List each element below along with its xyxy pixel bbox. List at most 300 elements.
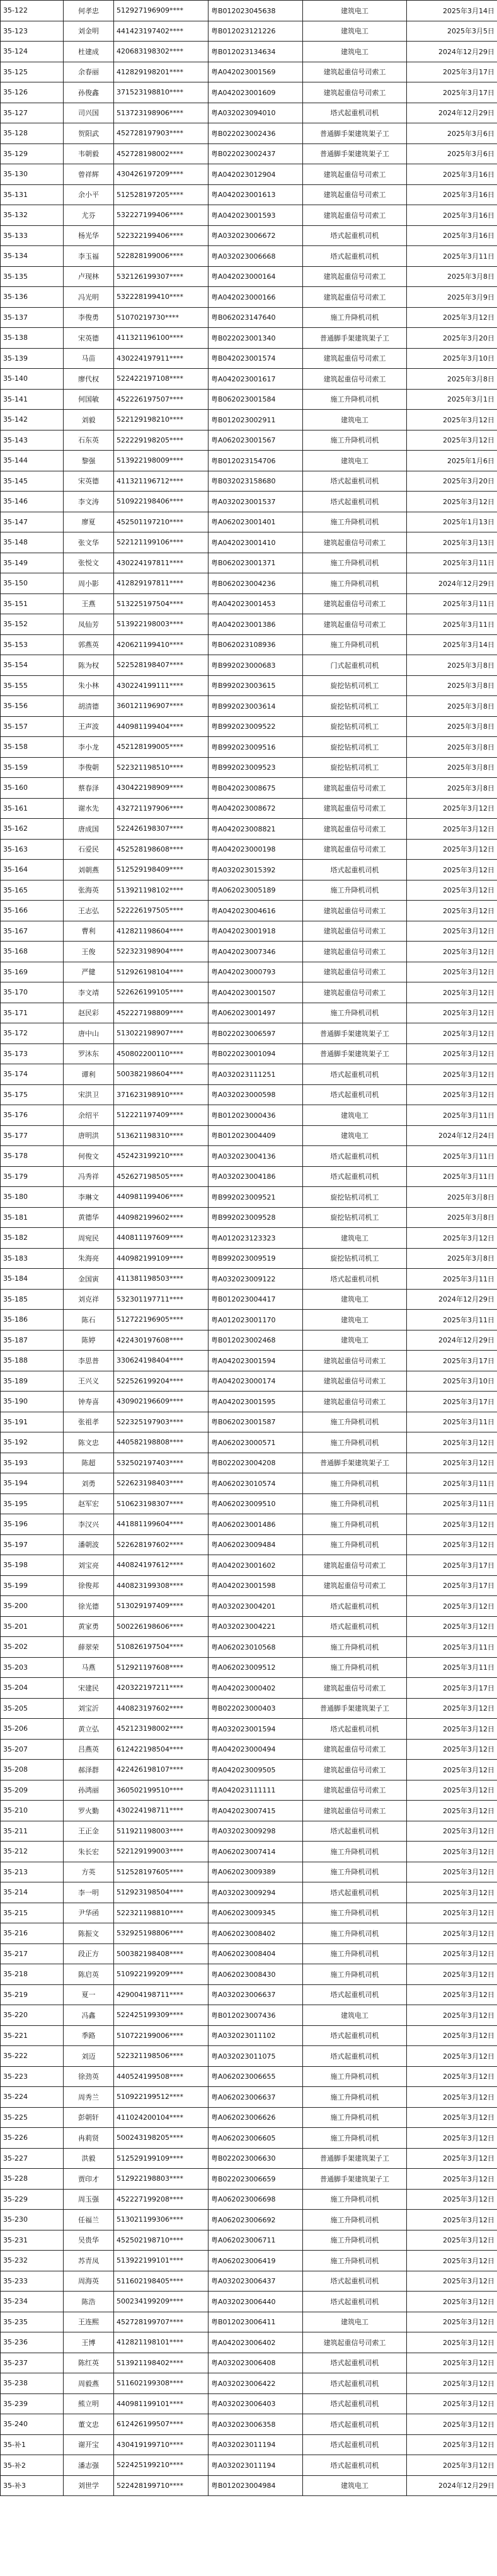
cell-id: 412829198201**** <box>114 62 209 82</box>
cell-type: 建筑起重信号司索工 <box>303 1392 407 1412</box>
cell-id: 522321198506**** <box>114 2046 209 2067</box>
cell-id: 512528197205**** <box>114 184 209 205</box>
table-row <box>1 1821 497 1842</box>
cell-type: 塔式起重机司机 <box>303 225 407 246</box>
cell-name: 宋建民 <box>64 1678 114 1699</box>
cell-id: 512221197409**** <box>114 1105 209 1126</box>
cell-id: 513922199101**** <box>114 2251 209 2271</box>
cell-date: 2025年3月8日 <box>407 737 497 758</box>
cell-type: 旋挖钻机司机工 <box>303 716 407 737</box>
cell-id: 441423197402**** <box>114 21 209 42</box>
table-row <box>1 1166 497 1187</box>
cell-date: 2025年3月17日 <box>407 62 497 82</box>
cell-type: 施工升降机司机 <box>303 1432 407 1453</box>
cell-seq: 35-148 <box>1 532 64 553</box>
cell-date: 2025年3月12日 <box>407 1984 497 2005</box>
cell-cert: 粤B012023004417 <box>209 1289 303 1310</box>
cell-seq: 35-195 <box>1 1493 64 1514</box>
cell-type: 建筑起重信号司索工 <box>303 2332 407 2353</box>
cell-id: 422430197608**** <box>114 1330 209 1351</box>
cell-seq: 35-155 <box>1 675 64 696</box>
cell-seq: 35-132 <box>1 205 64 226</box>
cell-seq: 35-229 <box>1 2189 64 2210</box>
cell-type: 普通脚手架建筑架子工 <box>303 2169 407 2190</box>
cell-name: 马苗 <box>64 348 114 369</box>
cell-cert: 粤B012023007436 <box>209 2005 303 2026</box>
cell-seq: 35-214 <box>1 1882 64 1903</box>
cell-name: 苏青凤 <box>64 2251 114 2271</box>
table-row <box>1 1289 497 1310</box>
cell-id: 522425199309**** <box>114 2005 209 2026</box>
cell-seq: 35-219 <box>1 1984 64 2005</box>
cell-type: 建筑起重信号司索工 <box>303 778 407 799</box>
cell-seq: 35-141 <box>1 389 64 410</box>
cell-id: 500234199209**** <box>114 2292 209 2312</box>
cell-date: 2025年3月12日 <box>407 860 497 880</box>
cell-name: 宋洪卫 <box>64 1084 114 1105</box>
cell-name: 陈婷 <box>64 1330 114 1351</box>
cell-seq: 35-124 <box>1 42 64 62</box>
cell-seq: 35-180 <box>1 1187 64 1208</box>
table-row <box>1 1596 497 1617</box>
cell-type: 普通脚手架建筑架子工 <box>303 1043 407 1064</box>
cell-date: 2024年12月29日 <box>407 103 497 123</box>
cell-type: 塔式起重机司机 <box>303 1882 407 1903</box>
cell-cert: 粤B022023006597 <box>209 1023 303 1044</box>
cell-seq: 35-235 <box>1 2312 64 2332</box>
cell-type: 塔式起重机司机 <box>303 492 407 512</box>
cell-seq: 35-199 <box>1 1575 64 1596</box>
cell-id: 500382198408**** <box>114 1943 209 1964</box>
table-row <box>1 798 497 819</box>
cell-date: 2025年3月11日 <box>407 1473 497 1494</box>
cell-date: 2025年3月8日 <box>407 1207 497 1228</box>
cell-date: 2025年3月12日 <box>407 2148 497 2169</box>
cell-name: 石东英 <box>64 430 114 451</box>
table-row <box>1 2373 497 2394</box>
cell-date: 2025年3月8日 <box>407 266 497 287</box>
cell-seq: 35-223 <box>1 2066 64 2087</box>
cell-seq: 35-192 <box>1 1432 64 1453</box>
cell-name: 陈启英 <box>64 1964 114 1985</box>
cell-date: 2025年3月12日 <box>407 2332 497 2353</box>
cell-id: 411321196100**** <box>114 328 209 349</box>
cell-id: 440524199508**** <box>114 2066 209 2087</box>
cell-date: 2025年3月10日 <box>407 348 497 369</box>
cell-name: 蔡春泽 <box>64 778 114 799</box>
cell-cert: 粤B022023006659 <box>209 2169 303 2190</box>
cell-id: 511602199308**** <box>114 2373 209 2394</box>
cell-type: 建筑电工 <box>303 1 407 21</box>
cell-id: 513022198907**** <box>114 1023 209 1044</box>
cell-name: 金国寅 <box>64 1269 114 1290</box>
cell-id: 522426198307**** <box>114 819 209 840</box>
cell-name: 刘克祥 <box>64 1289 114 1310</box>
cell-type: 普通脚手架建筑架子工 <box>303 1453 407 1473</box>
cell-date: 2025年3月8日 <box>407 757 497 778</box>
cell-type: 建筑起重信号司索工 <box>303 184 407 205</box>
cell-cert: 粤A062023001497 <box>209 1003 303 1023</box>
table-row <box>1 1064 497 1085</box>
cell-id: 452123198002**** <box>114 1719 209 1740</box>
table-row <box>1 82 497 103</box>
cell-seq: 35-190 <box>1 1392 64 1412</box>
cell-cert: 粤A032023011075 <box>209 2046 303 2067</box>
cell-name: 张祖孝 <box>64 1412 114 1432</box>
cell-date: 2025年3月11日 <box>407 1310 497 1330</box>
cell-date: 2025年3月12日 <box>407 942 497 962</box>
cell-id: 452227198809**** <box>114 1003 209 1023</box>
table-row <box>1 143 497 164</box>
cell-id: 612426199507**** <box>114 2414 209 2435</box>
cell-seq: 35-162 <box>1 819 64 840</box>
cell-name: 刘毅 <box>64 410 114 430</box>
cell-seq: 35-176 <box>1 1105 64 1126</box>
cell-name: 王声波 <box>64 716 114 737</box>
cell-cert: 粤A062023001401 <box>209 512 303 532</box>
cell-cert: 粤A062023006419 <box>209 2251 303 2271</box>
table-row <box>1 1146 497 1167</box>
cell-name: 宋英德 <box>64 328 114 349</box>
table-row <box>1 2475 497 2496</box>
cell-type: 施工升降机司机 <box>303 1657 407 1678</box>
cell-cert: 粤B022023002436 <box>209 123 303 144</box>
cell-date: 2025年3月12日 <box>407 2087 497 2108</box>
table-row <box>1 62 497 82</box>
table-row <box>1 246 497 267</box>
cell-date: 2025年3月12日 <box>407 1821 497 1842</box>
cell-type: 建筑起重信号司索工 <box>303 942 407 962</box>
cell-cert: 粤A032023009294 <box>209 1882 303 1903</box>
cell-id: 371523198810**** <box>114 82 209 103</box>
cell-id: 430224198711**** <box>114 1801 209 1821</box>
cell-cert: 粤A042023001609 <box>209 82 303 103</box>
cell-id: 510826197504**** <box>114 1637 209 1658</box>
cell-cert: 粤A062023006637 <box>209 2087 303 2108</box>
table-row <box>1 860 497 880</box>
cell-seq: 35-205 <box>1 1698 64 1719</box>
cell-id: 440982199109**** <box>114 1248 209 1269</box>
cell-type: 塔式起重机司机 <box>303 2455 407 2476</box>
cell-name: 王连熙 <box>64 2312 114 2332</box>
cell-date: 2025年3月12日 <box>407 2169 497 2190</box>
cell-type: 建筑起重信号司索工 <box>303 532 407 553</box>
cell-name: 谢开宝 <box>64 2434 114 2455</box>
cell-name: 徐俊邦 <box>64 1575 114 1596</box>
table-row <box>1 1534 497 1555</box>
table-row <box>1 1105 497 1126</box>
cell-id: 51070219730**** <box>114 307 209 328</box>
cell-cert: 粤A042023008672 <box>209 798 303 819</box>
cell-cert: 粤A042023001569 <box>209 62 303 82</box>
cell-type: 塔式起重机司机 <box>303 1146 407 1167</box>
cell-cert: 粤B012023000436 <box>209 1105 303 1126</box>
cell-cert: 粤B992023009521 <box>209 1187 303 1208</box>
cell-date: 2025年3月12日 <box>407 2373 497 2394</box>
cell-seq: 35-201 <box>1 1616 64 1637</box>
cell-id: 420322197211**** <box>114 1678 209 1699</box>
cell-type: 施工升降机司机 <box>303 1842 407 1862</box>
cell-type: 塔式起重机司机 <box>303 471 407 492</box>
cell-id: 522325197903**** <box>114 1412 209 1432</box>
cell-seq: 35-133 <box>1 225 64 246</box>
table-row <box>1 1023 497 1044</box>
cell-seq: 35-137 <box>1 307 64 328</box>
cell-date: 2025年3月12日 <box>407 1964 497 1985</box>
cell-name: 何孝忠 <box>64 1 114 21</box>
cell-id: 510922198406**** <box>114 492 209 512</box>
cell-id: 429004198711**** <box>114 1984 209 2005</box>
table-row <box>1 1493 497 1514</box>
cell-seq: 35-122 <box>1 1 64 21</box>
cell-cert: 粤A032023015392 <box>209 860 303 880</box>
cell-cert: 粤A062023009484 <box>209 1534 303 1555</box>
cell-seq: 35-208 <box>1 1760 64 1780</box>
cell-name: 黄立弘 <box>64 1719 114 1740</box>
cell-cert: 粤A062023007414 <box>209 1842 303 1862</box>
cell-id: 510922199512**** <box>114 2087 209 2108</box>
cell-seq: 35-225 <box>1 2107 64 2128</box>
cell-id: 360121196907**** <box>114 696 209 717</box>
cell-cert: 粤A062023001567 <box>209 430 303 451</box>
cell-cert: 粤A042023007346 <box>209 942 303 962</box>
cell-type: 施工升降机司机 <box>303 1534 407 1555</box>
cell-seq: 35-129 <box>1 143 64 164</box>
cell-name: 潘朝波 <box>64 1534 114 1555</box>
cell-name: 贾印才 <box>64 2169 114 2190</box>
cell-type: 建筑起重信号司索工 <box>303 1739 407 1760</box>
cell-date: 2025年3月11日 <box>407 1269 497 1290</box>
cell-date: 2025年3月12日 <box>407 2312 497 2332</box>
table-row <box>1 593 497 614</box>
cell-name: 余小平 <box>64 184 114 205</box>
cell-name: 郭燕英 <box>64 634 114 655</box>
cell-type: 建筑电工 <box>303 1105 407 1126</box>
cell-type: 建筑起重信号司索工 <box>303 266 407 287</box>
cell-type: 建筑电工 <box>303 1289 407 1310</box>
cell-seq: 35-204 <box>1 1678 64 1699</box>
cell-type: 建筑起重信号司索工 <box>303 287 407 308</box>
cell-name: 李俊朝 <box>64 757 114 778</box>
cell-type: 塔式起重机司机 <box>303 1084 407 1105</box>
cell-seq: 35-189 <box>1 1371 64 1392</box>
cell-name: 韦朝毅 <box>64 143 114 164</box>
cell-seq: 35-178 <box>1 1146 64 1167</box>
cell-date: 2025年3月11日 <box>407 1637 497 1658</box>
table-row <box>1 1003 497 1023</box>
table-row <box>1 2210 497 2230</box>
cell-type: 施工升降机司机 <box>303 1473 407 1494</box>
cell-id: 452423199210**** <box>114 1146 209 1167</box>
cell-date: 2025年3月12日 <box>407 1432 497 1453</box>
cell-seq: 35-200 <box>1 1596 64 1617</box>
cell-date: 2025年3月17日 <box>407 82 497 103</box>
table-row <box>1 2414 497 2435</box>
cell-cert: 粤A062023009389 <box>209 1862 303 1882</box>
cell-type: 施工升降机司机 <box>303 880 407 901</box>
cell-seq: 35-213 <box>1 1862 64 1882</box>
cell-name: 唐明洪 <box>64 1125 114 1146</box>
cell-date: 2025年3月12日 <box>407 1943 497 1964</box>
cell-date: 2025年3月12日 <box>407 1780 497 1801</box>
cell-date: 2025年3月12日 <box>407 1616 497 1637</box>
cell-date: 2024年12月24日 <box>407 1125 497 1146</box>
cell-date: 2025年3月14日 <box>407 1 497 21</box>
cell-name: 刘朝燕 <box>64 860 114 880</box>
cell-date: 2025年3月13日 <box>407 532 497 553</box>
cell-seq: 35-198 <box>1 1555 64 1576</box>
cell-id: 532502197403**** <box>114 1453 209 1473</box>
cell-id: 522528198407**** <box>114 655 209 676</box>
cell-seq: 35-123 <box>1 21 64 42</box>
cell-name: 洪毅 <box>64 2148 114 2169</box>
cell-type: 塔式起重机司机 <box>303 1984 407 2005</box>
cell-seq: 35-170 <box>1 982 64 1003</box>
cell-type: 塔式起重机司机 <box>303 1821 407 1842</box>
cell-type: 施工升降机司机 <box>303 553 407 573</box>
cell-type: 塔式起重机司机 <box>303 1166 407 1187</box>
cell-date: 2025年3月11日 <box>407 1105 497 1126</box>
table-row <box>1 2107 497 2128</box>
cell-id: 430224197911**** <box>114 348 209 369</box>
cell-cert: 粤A032023004136 <box>209 1146 303 1167</box>
cell-cert: 粤B062023147640 <box>209 307 303 328</box>
cell-type: 建筑起重信号司索工 <box>303 1760 407 1780</box>
cell-cert: 粤B042023001574 <box>209 348 303 369</box>
cell-type: 塔式起重机司机 <box>303 2271 407 2292</box>
cell-name: 李文涛 <box>64 492 114 512</box>
cell-date: 2025年3月6日 <box>407 123 497 144</box>
cell-name: 唐成国 <box>64 819 114 840</box>
cell-name: 郝泽群 <box>64 1760 114 1780</box>
cell-date: 2025年3月16日 <box>407 164 497 185</box>
cell-type: 旋挖钻机司机工 <box>303 696 407 717</box>
cell-name: 周毅燕 <box>64 2373 114 2394</box>
cell-id: 430224197811**** <box>114 553 209 573</box>
cell-date: 2025年3月8日 <box>407 675 497 696</box>
cell-cert: 粤A042023001594 <box>209 1351 303 1371</box>
cell-type: 施工升降机司机 <box>303 1637 407 1658</box>
cell-name: 唐中山 <box>64 1023 114 1044</box>
cell-date: 2025年3月12日 <box>407 2230 497 2251</box>
cell-date: 2025年3月12日 <box>407 1923 497 1944</box>
cell-id: 440981199404**** <box>114 716 209 737</box>
cell-seq: 35-186 <box>1 1310 64 1330</box>
cell-cert: 粤A032023006358 <box>209 2414 303 2435</box>
cell-type: 施工升降机司机 <box>303 307 407 328</box>
cell-id: 500226198606**** <box>114 1616 209 1637</box>
cell-type: 建筑电工 <box>303 42 407 62</box>
table-row <box>1 553 497 573</box>
cell-date: 2025年3月12日 <box>407 1023 497 1044</box>
table-row <box>1 1882 497 1903</box>
cell-type: 施工升降机司机 <box>303 430 407 451</box>
table-row <box>1 287 497 308</box>
table-body <box>1 1 497 2496</box>
cell-name: 谭利 <box>64 1064 114 1085</box>
table-row <box>1 205 497 226</box>
cell-type: 旋挖钻机司机工 <box>303 1207 407 1228</box>
cell-name: 曹利 <box>64 921 114 942</box>
cell-id: 522422197108**** <box>114 369 209 390</box>
cell-name: 李文靖 <box>64 982 114 1003</box>
table-row <box>1 2148 497 2169</box>
cell-cert: 粤A032023006668 <box>209 246 303 267</box>
cell-id: 412829197811**** <box>114 573 209 594</box>
cell-date: 2025年3月12日 <box>407 2251 497 2271</box>
table-row <box>1 1514 497 1535</box>
cell-cert: 粤A042023001918 <box>209 921 303 942</box>
cell-id: 452128199005**** <box>114 737 209 758</box>
cell-id: 512923198504**** <box>114 1882 209 1903</box>
cell-cert: 粤A042023006402 <box>209 2332 303 2353</box>
cell-id: 512529198409**** <box>114 860 209 880</box>
cell-date: 2025年3月8日 <box>407 1248 497 1269</box>
cell-name: 贺阳武 <box>64 123 114 144</box>
cell-id: 522628197602**** <box>114 1534 209 1555</box>
cell-type: 普通脚手架建筑架子工 <box>303 123 407 144</box>
cell-seq: 35-184 <box>1 1269 64 1290</box>
cell-seq: 35-191 <box>1 1412 64 1432</box>
cell-date: 2025年3月11日 <box>407 553 497 573</box>
table-row <box>1 1698 497 1719</box>
table-row <box>1 1964 497 1985</box>
cell-id: 330624198404**** <box>114 1351 209 1371</box>
cell-date: 2025年3月12日 <box>407 1903 497 1923</box>
cell-seq: 35-145 <box>1 471 64 492</box>
cell-seq: 35-237 <box>1 2353 64 2373</box>
table-row <box>1 164 497 185</box>
cell-cert: 粤A042023000793 <box>209 962 303 982</box>
cell-id: 522623198403**** <box>114 1473 209 1494</box>
cell-name: 李俊勇 <box>64 307 114 328</box>
cell-id: 513225197504**** <box>114 593 209 614</box>
cell-cert: 粤A032023004201 <box>209 1596 303 1617</box>
table-row <box>1 307 497 328</box>
cell-date: 2025年3月11日 <box>407 1166 497 1187</box>
cell-name: 孙鸿丽 <box>64 1780 114 1801</box>
table-row <box>1 1575 497 1596</box>
cell-type: 塔式起重机司机 <box>303 1616 407 1637</box>
cell-id: 512921197608**** <box>114 1657 209 1678</box>
cell-name: 孙俊鑫 <box>64 82 114 103</box>
cell-seq: 35-234 <box>1 2292 64 2312</box>
cell-cert: 粤A032023006408 <box>209 2353 303 2373</box>
cell-type: 建筑起重信号司索工 <box>303 819 407 840</box>
cell-type: 塔式起重机司机 <box>303 1064 407 1085</box>
cell-type: 建筑起重信号司索工 <box>303 62 407 82</box>
table-row <box>1 839 497 860</box>
cell-type: 建筑电工 <box>303 451 407 471</box>
cell-seq: 35-239 <box>1 2393 64 2414</box>
cell-name: 宋英德 <box>64 471 114 492</box>
cell-type: 建筑起重信号司索工 <box>303 982 407 1003</box>
cell-cert: 粤A062023010574 <box>209 1473 303 1494</box>
cell-date: 2025年3月12日 <box>407 1003 497 1023</box>
cell-cert: 粤A062023009512 <box>209 1657 303 1678</box>
cell-type: 建筑起重信号司索工 <box>303 205 407 226</box>
cell-date: 2025年3月12日 <box>407 839 497 860</box>
cell-id: 452627198505**** <box>114 1166 209 1187</box>
cell-type: 施工升降机司机 <box>303 573 407 594</box>
cell-seq: 35-171 <box>1 1003 64 1023</box>
cell-name: 周玉强 <box>64 2189 114 2210</box>
cell-seq: 35-156 <box>1 696 64 717</box>
cell-name: 任福兰 <box>64 2210 114 2230</box>
cell-type: 施工升降机司机 <box>303 2210 407 2230</box>
cell-cert: 粤A042023000198 <box>209 839 303 860</box>
table-row <box>1 1351 497 1371</box>
